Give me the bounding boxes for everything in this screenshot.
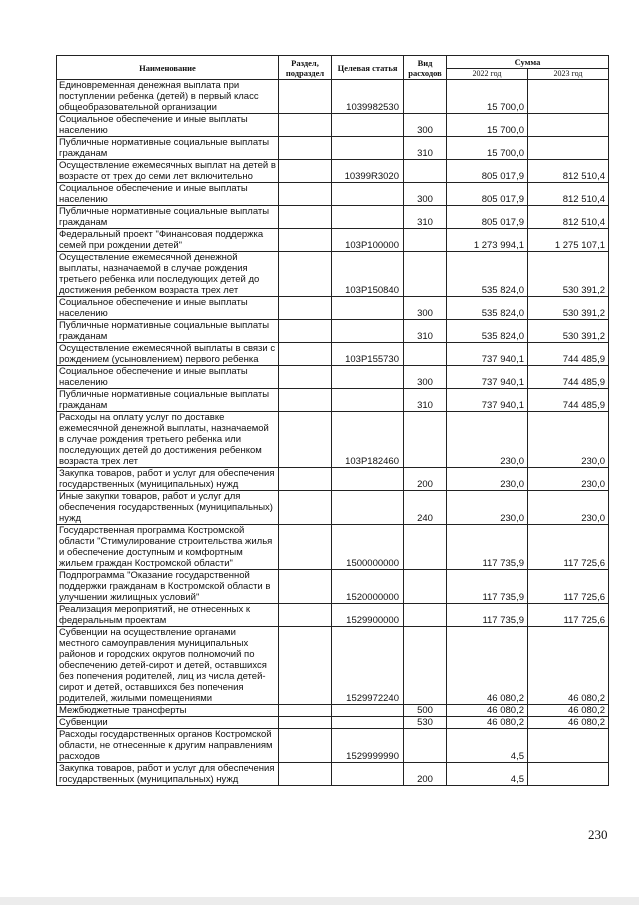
row-section	[279, 80, 332, 114]
table-row	[57, 491, 609, 525]
page-number: 230	[588, 827, 608, 842]
row-target-code: 103P100000	[332, 229, 404, 252]
table-row	[57, 297, 609, 320]
table-row	[57, 705, 609, 717]
row-sum-2022: 46 080,2	[447, 717, 528, 729]
row-name: Единовременная денежная выплата при поступлении ребенка (детей) в первый класс общеобразовательной организации	[57, 80, 279, 114]
row-target-code: 103P150840	[332, 252, 404, 297]
row-sum-2023: 1 275 107,1	[528, 229, 609, 252]
row-expense-type	[404, 80, 447, 114]
row-expense-type: 500	[404, 705, 447, 717]
row-name: Публичные нормативные социальные выплаты гражданам	[57, 137, 279, 160]
row-section	[279, 183, 332, 206]
row-name: Закупка товаров, работ и услуг для обеспечения государственных (муниципальных) нужд	[57, 468, 279, 491]
table-row	[57, 80, 609, 114]
row-expense-type: 300	[404, 366, 447, 389]
row-target-code: 1520000000	[332, 570, 404, 604]
table-row	[57, 252, 609, 297]
row-name: Осуществление ежемесячной денежной выплаты, назначаемой в случае рождения третьего ребенка или последующих детей до достижения ребенком возраста трех лет	[57, 252, 279, 297]
budget-table	[56, 55, 609, 786]
row-target-code	[332, 320, 404, 343]
header-type: Вид расходов	[404, 56, 447, 80]
row-section	[279, 570, 332, 604]
row-section	[279, 705, 332, 717]
table-row	[57, 229, 609, 252]
row-sum-2023	[528, 114, 609, 137]
row-expense-type: 200	[404, 763, 447, 786]
row-name: Реализация мероприятий, не отнесенных к федеральным проектам	[57, 604, 279, 627]
row-expense-type: 310	[404, 137, 447, 160]
header-target: Целевая статья	[332, 56, 404, 80]
row-section	[279, 160, 332, 183]
row-name: Публичные нормативные социальные выплаты гражданам	[57, 320, 279, 343]
row-target-code	[332, 137, 404, 160]
row-target-code: 1529999990	[332, 729, 404, 763]
table-row	[57, 320, 609, 343]
row-sum-2023: 812 510,4	[528, 160, 609, 183]
table-row	[57, 389, 609, 412]
row-sum-2022: 15 700,0	[447, 137, 528, 160]
row-name: Осуществление ежемесячной выплаты в связи с рождением (усыновлением) первого ребенка	[57, 343, 279, 366]
row-expense-type: 300	[404, 114, 447, 137]
row-expense-type	[404, 627, 447, 705]
row-sum-2022: 4,5	[447, 729, 528, 763]
row-sum-2023: 46 080,2	[528, 627, 609, 705]
row-sum-2022: 117 735,9	[447, 604, 528, 627]
row-target-code: 1039982530	[332, 80, 404, 114]
row-target-code: 103P155730	[332, 343, 404, 366]
row-sum-2023	[528, 80, 609, 114]
row-section	[279, 729, 332, 763]
row-name: Закупка товаров, работ и услуг для обеспечения государственных (муниципальных) нужд	[57, 763, 279, 786]
row-section	[279, 320, 332, 343]
row-section	[279, 137, 332, 160]
row-name: Расходы на оплату услуг по доставке ежемесячной денежной выплаты, назначаемой в случае рождения третьего ребенка или последующих детей до достижения ребенком возраста трех лет	[57, 412, 279, 468]
header-name: Наименование	[57, 56, 279, 80]
row-name: Социальное обеспечение и иные выплаты населению	[57, 366, 279, 389]
table-row	[57, 717, 609, 729]
row-name: Публичные нормативные социальные выплаты гражданам	[57, 389, 279, 412]
row-sum-2023: 117 725,6	[528, 604, 609, 627]
row-section	[279, 252, 332, 297]
row-target-code	[332, 705, 404, 717]
row-name: Субвенции	[57, 717, 279, 729]
row-target-code	[332, 183, 404, 206]
row-name: Расходы государственных органов Костромской области, не отнесенные к другим направлениям расходов	[57, 729, 279, 763]
row-target-code: 1529900000	[332, 604, 404, 627]
row-section	[279, 114, 332, 137]
row-sum-2023: 744 485,9	[528, 389, 609, 412]
row-expense-type: 240	[404, 491, 447, 525]
header-year-2022: 2022 год	[447, 69, 528, 80]
row-target-code: 1500000000	[332, 525, 404, 570]
row-target-code: 103P182460	[332, 412, 404, 468]
table-row	[57, 604, 609, 627]
row-name: Государственная программа Костромской области "Стимулирование строительства жилья и обеспечение доступным и комфортным жильем граждан Костромской области"	[57, 525, 279, 570]
row-section	[279, 206, 332, 229]
row-expense-type: 300	[404, 183, 447, 206]
row-section	[279, 389, 332, 412]
table-row	[57, 570, 609, 604]
row-expense-type	[404, 604, 447, 627]
table-row	[57, 114, 609, 137]
row-sum-2022: 805 017,9	[447, 160, 528, 183]
table-body	[57, 80, 609, 786]
row-sum-2022: 230,0	[447, 412, 528, 468]
row-sum-2023: 230,0	[528, 468, 609, 491]
table-row	[57, 468, 609, 491]
row-sum-2023: 744 485,9	[528, 366, 609, 389]
row-target-code	[332, 763, 404, 786]
row-target-code	[332, 717, 404, 729]
row-sum-2022: 46 080,2	[447, 627, 528, 705]
row-sum-2023	[528, 729, 609, 763]
scan-edge	[0, 897, 639, 905]
row-expense-type: 310	[404, 389, 447, 412]
row-target-code	[332, 468, 404, 491]
row-sum-2022: 15 700,0	[447, 114, 528, 137]
row-section	[279, 604, 332, 627]
row-sum-2023: 530 391,2	[528, 297, 609, 320]
table-row	[57, 160, 609, 183]
row-sum-2023: 117 725,6	[528, 570, 609, 604]
row-name: Федеральный проект "Финансовая поддержка семей при рождении детей"	[57, 229, 279, 252]
row-sum-2022: 46 080,2	[447, 705, 528, 717]
row-section	[279, 412, 332, 468]
row-expense-type	[404, 729, 447, 763]
row-sum-2023	[528, 137, 609, 160]
row-sum-2023: 230,0	[528, 491, 609, 525]
row-sum-2022: 535 824,0	[447, 297, 528, 320]
table-row	[57, 183, 609, 206]
row-sum-2022: 805 017,9	[447, 183, 528, 206]
row-section	[279, 343, 332, 366]
table-row	[57, 627, 609, 705]
table-row	[57, 206, 609, 229]
header-section: Раздел, подраздел	[279, 56, 332, 80]
row-target-code	[332, 389, 404, 412]
row-section	[279, 491, 332, 525]
row-name: Социальное обеспечение и иные выплаты населению	[57, 183, 279, 206]
table-row	[57, 525, 609, 570]
row-sum-2023: 46 080,2	[528, 717, 609, 729]
row-sum-2022: 535 824,0	[447, 252, 528, 297]
row-target-code	[332, 114, 404, 137]
row-name: Иные закупки товаров, работ и услуг для обеспечения государственных (муниципальных) нужд	[57, 491, 279, 525]
row-name: Подпрограмма "Оказание государственной поддержки гражданам в Костромской области в улучшении жилищных условий"	[57, 570, 279, 604]
row-expense-type	[404, 412, 447, 468]
row-target-code: 10399R3020	[332, 160, 404, 183]
row-name: Субвенции на осуществление органами местного самоуправления муниципальных районов и городских округов полномочий по обеспечению детей-сирот и детей, оставшихся без попечения родителей, лиц из числа детей-сирот и детей, оставшихся без попечения родителей, жилыми помещениями	[57, 627, 279, 705]
row-sum-2023: 530 391,2	[528, 252, 609, 297]
row-expense-type	[404, 252, 447, 297]
row-target-code: 1529972240	[332, 627, 404, 705]
row-sum-2023: 744 485,9	[528, 343, 609, 366]
row-sum-2022: 737 940,1	[447, 366, 528, 389]
row-name: Публичные нормативные социальные выплаты гражданам	[57, 206, 279, 229]
row-sum-2022: 737 940,1	[447, 389, 528, 412]
row-sum-2022: 230,0	[447, 491, 528, 525]
row-sum-2023: 230,0	[528, 412, 609, 468]
header-year-2023: 2023 год	[528, 69, 609, 80]
row-sum-2023: 46 080,2	[528, 705, 609, 717]
row-sum-2022: 117 735,9	[447, 525, 528, 570]
row-section	[279, 468, 332, 491]
row-sum-2022: 805 017,9	[447, 206, 528, 229]
table-row	[57, 366, 609, 389]
row-target-code	[332, 206, 404, 229]
row-expense-type: 200	[404, 468, 447, 491]
row-target-code	[332, 297, 404, 320]
row-expense-type	[404, 525, 447, 570]
table-row	[57, 412, 609, 468]
table-row	[57, 137, 609, 160]
row-section	[279, 229, 332, 252]
row-expense-type	[404, 343, 447, 366]
row-sum-2022: 4,5	[447, 763, 528, 786]
table-row	[57, 343, 609, 366]
row-name: Социальное обеспечение и иные выплаты населению	[57, 114, 279, 137]
row-sum-2022: 230,0	[447, 468, 528, 491]
row-sum-2023: 812 510,4	[528, 183, 609, 206]
row-expense-type	[404, 160, 447, 183]
row-name: Осуществление ежемесячных выплат на детей в возрасте от трех до семи лет включительно	[57, 160, 279, 183]
row-sum-2022: 1 273 994,1	[447, 229, 528, 252]
row-sum-2022: 535 824,0	[447, 320, 528, 343]
row-expense-type: 310	[404, 320, 447, 343]
row-sum-2022: 15 700,0	[447, 80, 528, 114]
row-expense-type: 300	[404, 297, 447, 320]
row-expense-type	[404, 229, 447, 252]
row-target-code	[332, 366, 404, 389]
row-sum-2023	[528, 763, 609, 786]
row-sum-2023: 530 391,2	[528, 320, 609, 343]
row-section	[279, 627, 332, 705]
table-row	[57, 729, 609, 763]
row-section	[279, 717, 332, 729]
row-expense-type: 530	[404, 717, 447, 729]
table-row	[57, 763, 609, 786]
row-expense-type	[404, 570, 447, 604]
row-sum-2022: 737 940,1	[447, 343, 528, 366]
row-sum-2023: 117 725,6	[528, 525, 609, 570]
row-section	[279, 763, 332, 786]
row-name: Межбюджетные трансферты	[57, 705, 279, 717]
row-expense-type: 310	[404, 206, 447, 229]
row-target-code	[332, 491, 404, 525]
row-sum-2022: 117 735,9	[447, 570, 528, 604]
row-name: Социальное обеспечение и иные выплаты населению	[57, 297, 279, 320]
row-section	[279, 366, 332, 389]
row-section	[279, 525, 332, 570]
header-sum: Сумма	[447, 56, 609, 69]
row-sum-2023: 812 510,4	[528, 206, 609, 229]
row-section	[279, 297, 332, 320]
